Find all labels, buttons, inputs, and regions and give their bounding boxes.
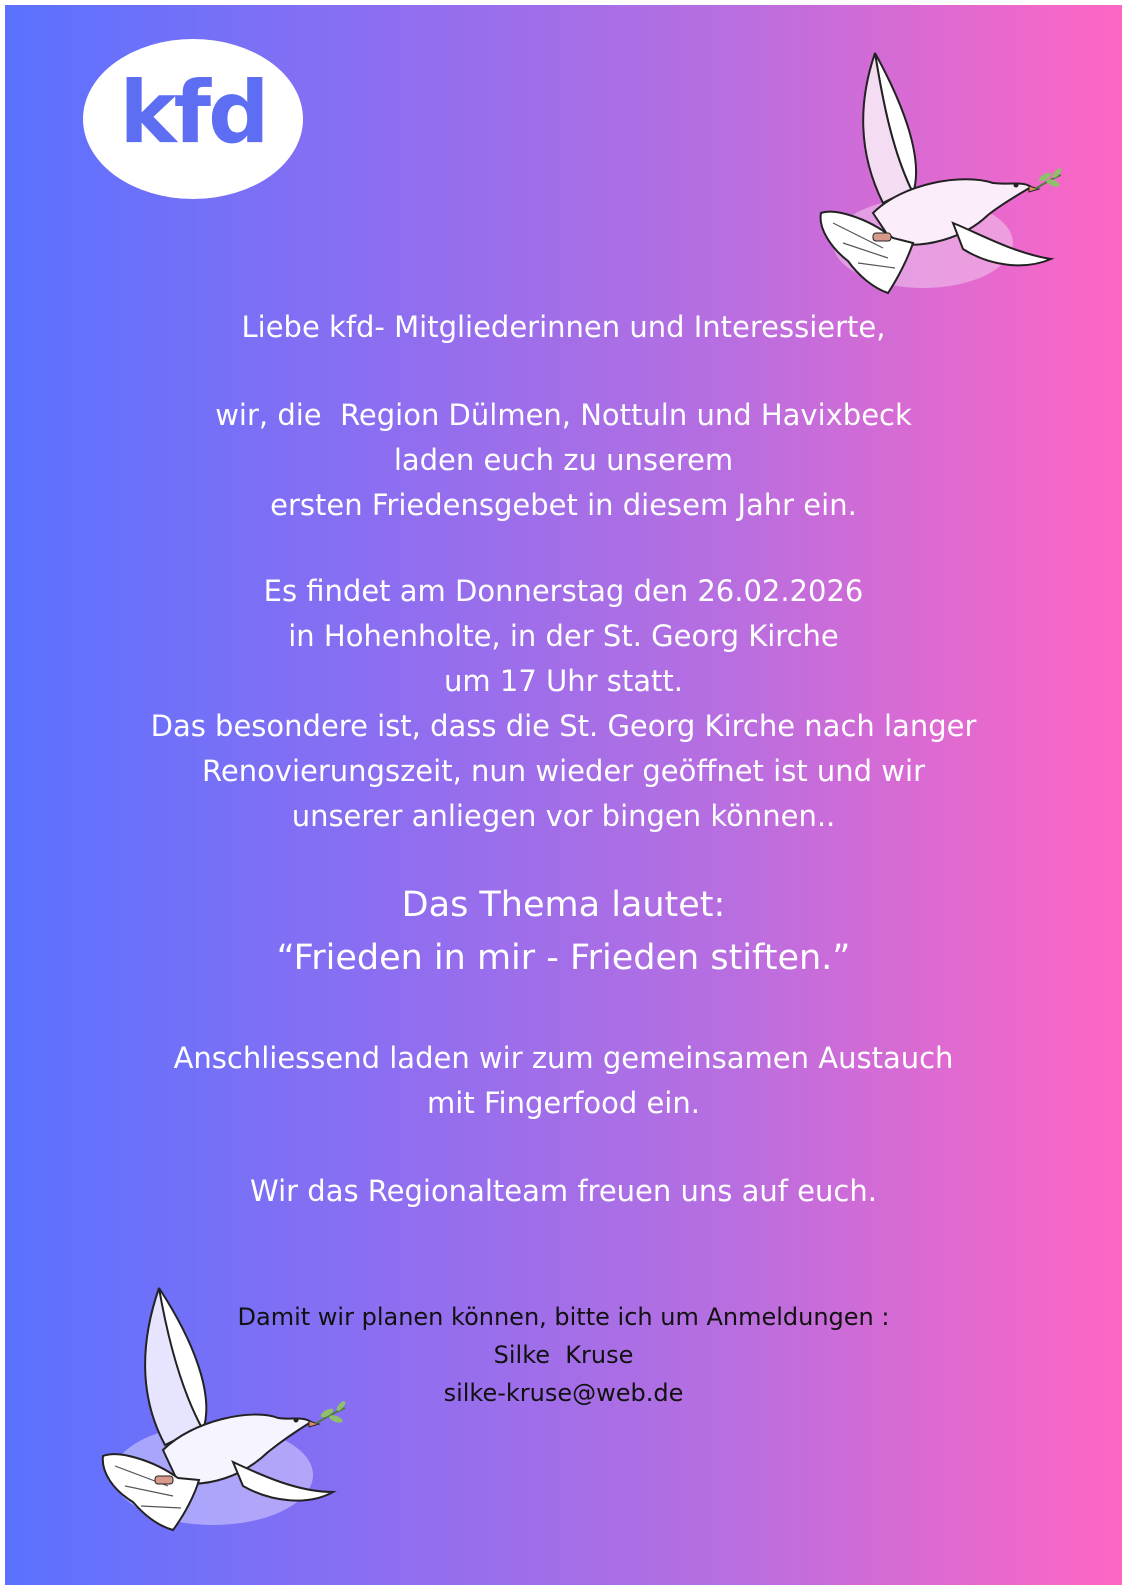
afterwards-line: Anschliessend laden wir zum gemeinsamen Austauch bbox=[173, 1041, 954, 1075]
greeting-line: Liebe kfd- Mitgliederinnen und Interessierte, bbox=[241, 310, 886, 344]
details-line: Renovierungszeit, nun wieder geöffnet ist und wir bbox=[202, 754, 925, 788]
afterwards-line: mit Fingerfood ein. bbox=[427, 1086, 700, 1120]
registration-email[interactable]: silke-kruse@web.de bbox=[443, 1379, 684, 1407]
registration-block bbox=[5, 1298, 1122, 1412]
invitation-line: ersten Friedensgebet in diesem Jahr ein. bbox=[270, 488, 857, 522]
closing-line bbox=[5, 1169, 1122, 1214]
invitation-paragraph bbox=[5, 393, 1122, 528]
details-line: unserer anliegen vor bingen können.. bbox=[291, 799, 836, 833]
theme-heading bbox=[5, 879, 1122, 985]
details-line: um 17 Uhr statt. bbox=[444, 664, 683, 698]
theme-title: “Frieden in mir - Frieden stiften.” bbox=[276, 938, 851, 978]
dove-top-icon bbox=[813, 43, 1063, 303]
details-line: Das besondere ist, dass die St. Georg Kirche nach langer bbox=[150, 709, 977, 743]
theme-label: Das Thema lautet: bbox=[401, 885, 726, 925]
registration-name: Silke Kruse bbox=[493, 1341, 634, 1369]
details-line: Es findet am Donnerstag den 26.02.2026 bbox=[263, 574, 864, 608]
registration-note: Damit wir planen können, bitte ich um Anmeldungen : bbox=[237, 1303, 890, 1331]
event-details-paragraph bbox=[5, 569, 1122, 839]
flyer bbox=[5, 5, 1122, 1585]
details-line: in Hohenholte, in der St. Georg Kirche bbox=[288, 619, 839, 653]
greeting bbox=[5, 305, 1122, 350]
invitation-line: wir, die Region Dülmen, Nottuln und Havixbeck bbox=[215, 398, 912, 432]
logo-text: kfd bbox=[119, 63, 267, 163]
closing-text: Wir das Regionalteam freuen uns auf euch. bbox=[250, 1174, 877, 1208]
kfd-logo bbox=[83, 39, 303, 199]
invitation-line: laden euch zu unserem bbox=[393, 443, 734, 477]
afterwards-paragraph bbox=[5, 1036, 1122, 1126]
